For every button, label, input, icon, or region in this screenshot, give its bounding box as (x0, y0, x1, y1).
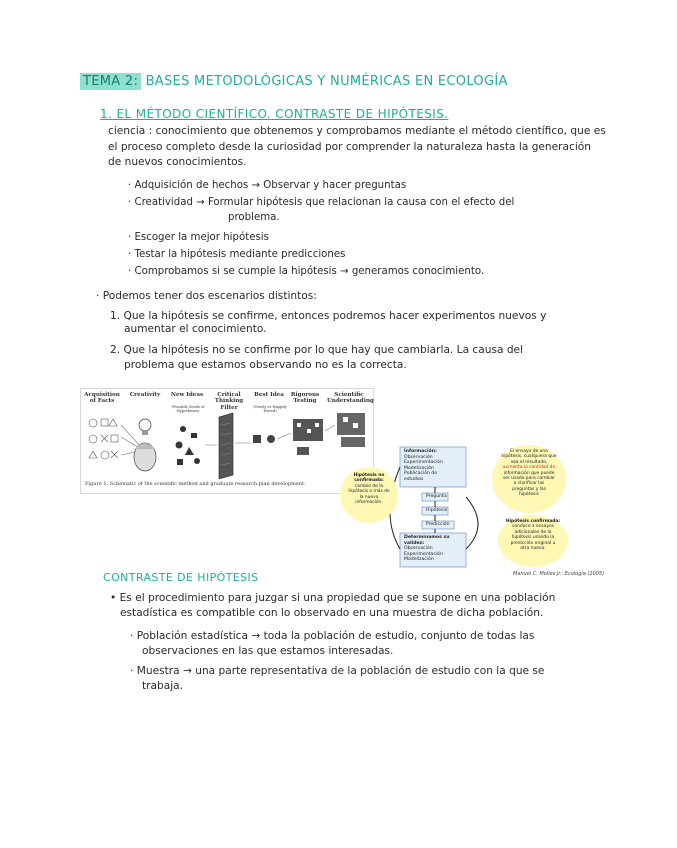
method-schematic-drawing (81, 389, 373, 479)
intro-line-1: ciencia : conocimiento que obtenemos y comprobamos mediante el método científico, que es (108, 125, 606, 137)
figure-credit: Manuel C. Molles Jr.: Ecología (2005) (513, 571, 605, 577)
fig-col-label: Critical Thinking Filter (214, 392, 244, 411)
section-heading-method: 1. EL MÉTODO CIENTÍFICO. CONTRASTE DE HIPÓTESIS. (100, 107, 449, 121)
scenario-1-line-2: aumentar el conocimiento. (124, 323, 267, 335)
confirmed-bubble: Hipótesis confirmada: conduce a ensayos adicionales de la hipótesis usando la predicción original u otra nueva. (498, 515, 568, 567)
lightbulb-icon (139, 419, 151, 431)
hipotesis-box: Hipótesis (426, 508, 448, 513)
fig-col-label: Acquisition of Facts (84, 392, 120, 405)
unconfirmed-bubble: Hipótesis no confirmada: cambio de la hipótesis o más de la nueva información. (340, 467, 398, 523)
scenario-1-line-1: 1. Que la hipótesis se confirme, entonces podremos hacer experimentos nuevos y (110, 310, 547, 322)
scientific-method-figure (80, 388, 374, 494)
fig-col-label: Scientific Understanding (327, 392, 374, 405)
page-title (80, 74, 508, 89)
info-box: Información: Observación Experimentación Modelización Publicación de estudios (404, 449, 443, 482)
pregunta-box: Pregunta (426, 494, 447, 499)
scenario-2-line-2: problema que estamos observando no es la correcta. (124, 359, 407, 371)
step-item-continuation: problema. (228, 212, 280, 223)
definition-line-1: • Es el procedimiento para juzgar si una propiedad que se supone en una población (110, 592, 556, 604)
figure-caption: Figure 1. Schematic of the scientific method and graduate research plan development. (85, 481, 306, 487)
title-tag: TEMA 2: (80, 73, 141, 90)
fig-col-label: Rigorous Testing (290, 392, 320, 405)
intro-line-3: de nuevos conocimientos. (108, 156, 247, 168)
sample-line-1: · Muestra → una parte representativa de la población de estudio con la que se (130, 665, 545, 677)
prediccion-box: Predicción (426, 522, 450, 527)
step-item: · Creatividad → Formular hipótesis que relacionan la causa con el efecto del (128, 197, 515, 208)
section-heading-contrast: CONTRASTE DE HIPÓTESIS (103, 571, 259, 584)
population-line-1: · Población estadística → toda la población de estudio, conjunto de todas las (130, 630, 535, 642)
title-text: BASES METODOLÓGICAS Y NUMÉRICAS EN ECOLOGÍA (145, 74, 508, 89)
step-item: · Comprobamos si se cumple la hipótesis → generamos conocimiento. (128, 266, 485, 277)
step-item: · Testar la hipótesis mediante predicciones (128, 249, 346, 260)
step-item: · Escoger la mejor hipótesis (128, 232, 269, 243)
sample-line-2: trabaja. (142, 680, 184, 692)
fig-col-label: Best Idea (254, 392, 284, 398)
validez-box: Determinamos su validez: Observación Experimentación Modelización (404, 535, 450, 563)
definition-line-2: estadística es compatible con lo observado en una muestra de dicha población. (120, 607, 544, 619)
scenarios-intro: · Podemos tener dos escenarios distintos: (96, 290, 317, 302)
fig-col-label: Creativity (129, 392, 161, 398)
step-item: · Adquisición de hechos → Observar y hacer preguntas (128, 180, 407, 191)
hypothesis-cycle-diagram (340, 445, 570, 575)
intro-line-2: el proceso completo desde la curiosidad por comprender la naturaleza hasta la generación (108, 141, 591, 153)
scenario-2-line-1: 2. Que la hipótesis no se confirme por lo que hay que cambiarla. La causa del (110, 344, 524, 356)
population-line-2: observaciones en las que estamos interesadas. (142, 645, 394, 657)
fig-subnote: (Newly or Happily Tested) (253, 405, 287, 413)
fig-subnote: (Possible Seeds of Hypotheses) (171, 405, 205, 413)
result-info-bubble: El ensayo de una hipótesis, cualquiera que sea el resultado, aumenta la cantidad de información que puede ser usada para cambiar o clarificar las preguntas y las hipótesis (492, 445, 566, 513)
fig-col-label: New Ideas (170, 392, 204, 398)
